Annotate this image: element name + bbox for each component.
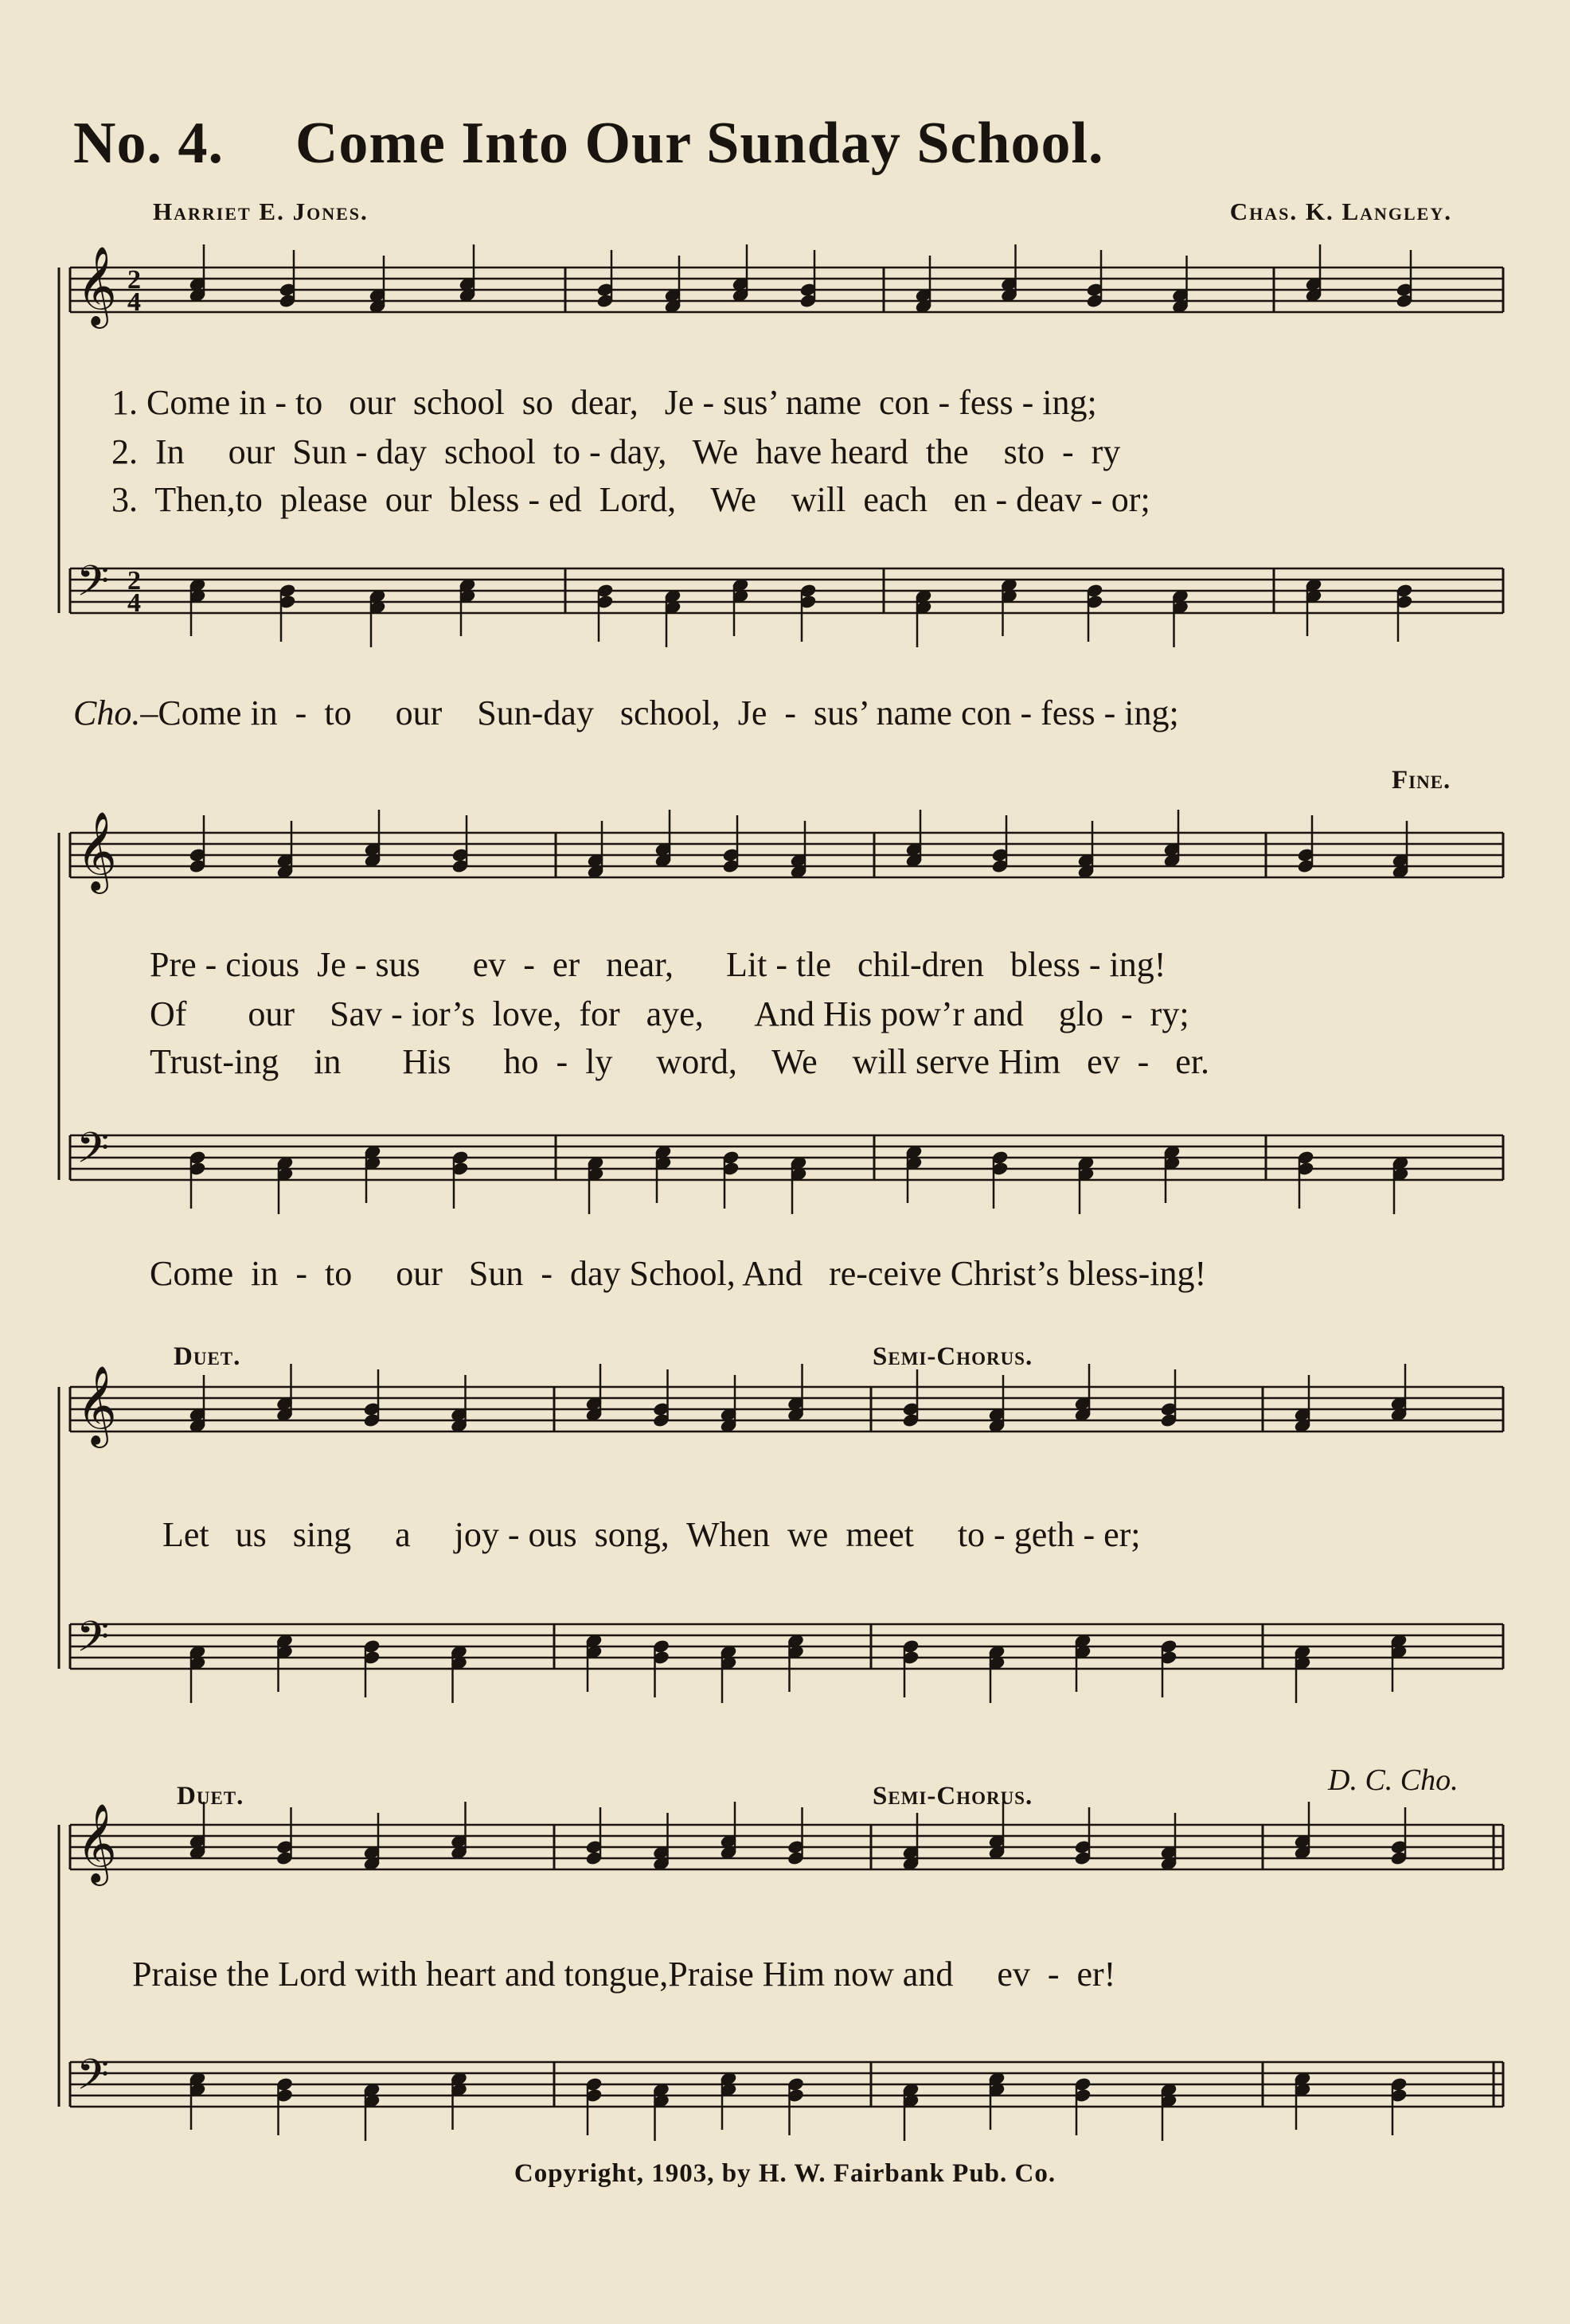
clefs: [76, 246, 141, 2110]
treble-clef: 𝄞: [76, 246, 117, 326]
verse-3-line-1: 3. Then,to please our bless - ed Lord, We will each en - deav - or;: [111, 480, 1150, 519]
lyricist-credit: Harriet E. Jones.: [153, 197, 369, 225]
treble-clef: 𝄞: [76, 1365, 117, 1445]
time-signature-top: 2: [127, 265, 141, 295]
composer-credit: Chas. K. Langley.: [1229, 197, 1452, 225]
dc-marking: D. C. Cho.: [1328, 1764, 1459, 1797]
bass-clef: 𝄢: [76, 2051, 110, 2110]
bass-clef: 𝄢: [76, 1124, 110, 1183]
bar-lines: [59, 268, 1503, 2107]
hymn-number: No. 4.: [73, 111, 224, 176]
verse-2-line-1: 2. In our Sun - day school to - day, We have heard the sto - ry: [111, 432, 1121, 471]
chorus-line-1-text: –Come in - to our Sun-day school, Je - sus’ name con - fess - ing;: [140, 693, 1179, 732]
semi-chorus-marking-2: Semi-Chorus.: [873, 1782, 1033, 1810]
verse-2-line-2: Of our Sav - ior’s love, for aye, And His pow’r and glo - ry;: [150, 994, 1189, 1033]
time-signature-bottom: 4: [127, 588, 141, 618]
bass-clef: 𝄢: [76, 557, 110, 616]
fine-marking: Fine.: [1392, 766, 1451, 795]
refrain-line-2: Praise the Lord with heart and tongue,Praise Him now and ev - er!: [132, 1955, 1116, 1994]
verse-1-line-2: Pre - cious Je - sus ev - er near, Lit - tle chil-dren bless - ing!: [150, 945, 1166, 984]
verse-1-line-1: 1. Come in - to our school so dear, Je - sus’ name con - fess - ing;: [111, 383, 1097, 422]
staff-lines: [70, 268, 1503, 2107]
copyright-notice: Copyright, 1903, by H. W. Fairbank Pub. Co.: [514, 2159, 1056, 2188]
treble-clef: 𝄞: [76, 811, 117, 891]
chorus-line-1: [73, 693, 1179, 732]
chorus-line-2: Come in - to our Sun - day School, And re-ceive Christ’s bless-ing!: [150, 1254, 1207, 1293]
duet-marking-2: Duet.: [177, 1782, 244, 1810]
notes: [189, 244, 1412, 2141]
bass-clef: 𝄢: [76, 1613, 110, 1672]
refrain-line-1: Let us sing a joy - ous song, When we meet to - geth - er;: [162, 1515, 1141, 1554]
chorus-label: Cho.: [73, 693, 141, 732]
time-signature-top: 2: [127, 566, 141, 596]
semi-chorus-marking-1: Semi-Chorus.: [873, 1342, 1033, 1371]
hymn-title: Come Into Our Sunday School.: [295, 111, 1104, 176]
duet-marking-1: Duet.: [174, 1342, 241, 1371]
time-signature-bottom: 4: [127, 287, 141, 317]
verse-3-line-2: Trust-ing in His ho - ly word, We will serve Him ev - er.: [150, 1042, 1210, 1081]
treble-clef: 𝄞: [76, 1803, 117, 1883]
